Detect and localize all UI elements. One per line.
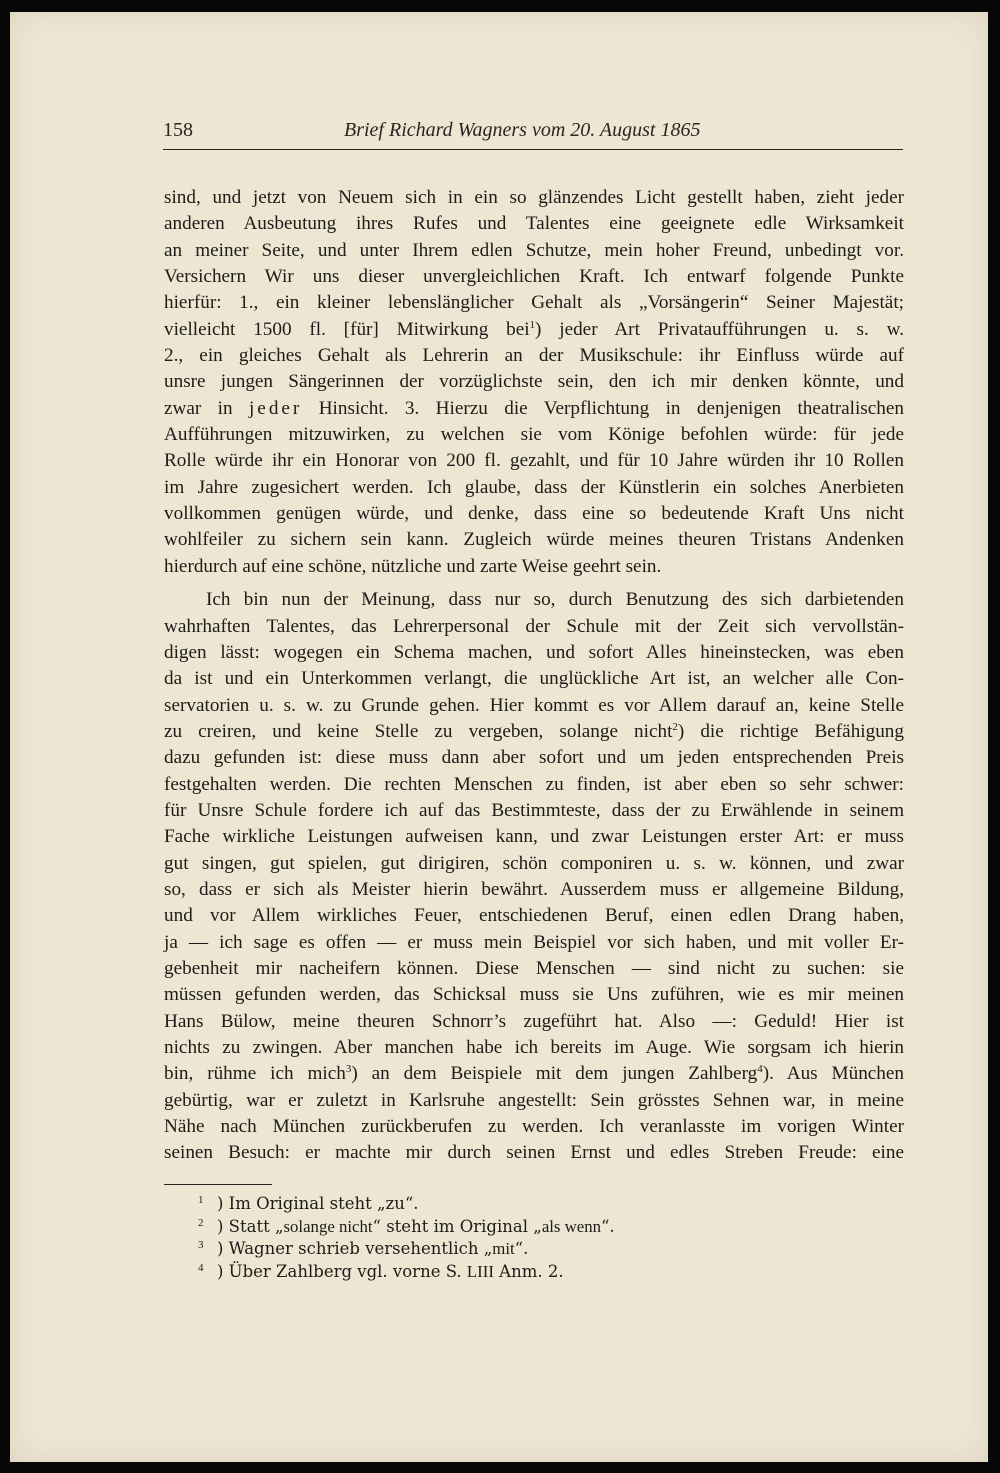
line-text: ) jeder Art Privataufführungen u. s. w. xyxy=(535,318,904,340)
page-number: 158 xyxy=(163,119,193,141)
page-header xyxy=(163,115,903,150)
footnote-text: Anm. 2. xyxy=(493,1261,564,1281)
text-line xyxy=(164,719,904,745)
roman-numeral-reference: LIII xyxy=(466,1261,494,1281)
line-text: zwar in xyxy=(164,397,249,419)
text-line: vollkommen genügen würde, und denke, dass eine so bedeutende Kraft Uns nicht xyxy=(164,503,904,525)
footnote-3 xyxy=(198,1234,615,1257)
footnotes xyxy=(198,1189,615,1279)
footnote-divider xyxy=(164,1184,272,1185)
text-line: servatorien u. s. w. zu Grunde gehen. Hier kommt es vor Allem darauf an, keine Stelle xyxy=(164,694,904,716)
footnote-reference: 4 xyxy=(757,1063,763,1076)
letter-body xyxy=(164,185,904,1167)
text-line: seinen Besuch: er machte mir durch seinen Ernst und edles Streben Freude: eine xyxy=(164,1142,904,1164)
text-line: Hans Bülow, meine theuren Schnorr’s zugeführt hat. Also —: Geduld! Hier ist xyxy=(164,1010,904,1032)
text-line xyxy=(164,317,904,343)
text-line: nichts zu zwingen. Aber manchen habe ich bereits im Auge. Wie sorgsam ich hierin xyxy=(164,1037,904,1058)
text-line: hierfür: 1., ein kleiner lebenslänglicher Gehalt als „Vorsängerin“ Seiner Majestät; xyxy=(164,292,904,314)
text-line: sind, und jetzt von Neuem sich in ein so glänzendes Licht gestellt haben, zieht jeder xyxy=(164,187,904,208)
footnote-text: “. xyxy=(514,1239,529,1259)
paragraph-2 xyxy=(164,587,904,1167)
text-line: wohlfeiler zu sichern sein kann. Zugleich würde meines theuren Tristans Andenken xyxy=(164,529,904,551)
footnote-4 xyxy=(198,1257,615,1280)
text-line: ja — ich sage es offen — er muss mein Beispiel vor sich haben, und mit voller Er- xyxy=(164,931,904,953)
footnote-text: ) Statt „ xyxy=(217,1216,284,1236)
text-line: Nähe nach München zurückberufen zu werden. Ich veranlasste im vorigen Winter xyxy=(164,1116,904,1138)
footnote-reference: 2 xyxy=(672,720,678,733)
text-line: gut singen, gut spielen, gut dirigiren, schön componiren u. s. w. können, und zwar xyxy=(164,852,904,874)
footnote-text: ) Über Zahlberg vgl. vorne S. xyxy=(217,1261,467,1281)
text-line: gebürtig, war er zuletzt in Karlsruhe angestellt: Sein grösstes Sehnen war, in meine xyxy=(164,1089,904,1111)
line-text: ) die richtige Befähigung xyxy=(677,720,904,742)
text-line: Versichern Wir uns dieser unvergleichlichen Kraft. Ich entwarf folgende Punkte xyxy=(164,266,904,288)
book-page xyxy=(10,12,988,1462)
text-line: festgehalten werden. Die rechten Menschen zu finden, ist aber eben so sehr schwer: xyxy=(164,773,904,795)
text-line: dazu gefunden ist: diese muss dann aber sofort und um jeden entsprechenden Preis xyxy=(164,747,904,769)
line-text: zu creiren, und keine Stelle zu vergeben, solange nicht xyxy=(164,720,673,742)
footnote-1 xyxy=(198,1189,615,1212)
text-line: da ist und ein Unterkommen verlangt, die unglückliche Art ist, an welcher alle Con- xyxy=(164,668,904,690)
text-line xyxy=(164,1061,904,1087)
footnote-reference: 1 xyxy=(529,318,536,331)
quoted-word: mit xyxy=(492,1239,515,1259)
text-line: Aufführungen mitzuwirken, zu welchen sie vom Könige befohlen würde: für jede xyxy=(164,424,904,446)
text-line: an meiner Seite, und unter Ihrem edlen Schutze, mein hoher Freund, unbedingt vor. xyxy=(164,239,904,261)
running-head: Brief Richard Wagners vom 20. August 1865 xyxy=(344,119,701,141)
text-line: gebenheit mir nacheifern können. Diese Menschen — sind nicht zu suchen: sie xyxy=(164,957,904,979)
footnote-2 xyxy=(198,1212,615,1235)
quoted-phrase: solange nicht xyxy=(283,1216,373,1236)
text-line xyxy=(164,587,904,613)
text-line: anderen Ausbeutung ihres Rufes und Talentes eine geeignete edle Wirksamkeit xyxy=(164,213,904,235)
footnote-number: 1 xyxy=(198,1194,204,1206)
text-line: unsre jungen Sängerinnen der vorzüglichste sein, den ich mir denken könnte, und xyxy=(164,371,904,393)
line-text: bin, rühme ich mich xyxy=(164,1063,346,1085)
footnote-number: 4 xyxy=(198,1261,204,1274)
footnote-text: “ steht im Original „ xyxy=(372,1216,542,1236)
line-text: ) an dem Beispiele mit dem jungen Zahlberg xyxy=(351,1063,758,1085)
text-line: Rolle würde ihr ein Honorar von 200 fl. gezahlt, und für 10 Jahre würden ihr 10 Rollen xyxy=(164,450,904,472)
text-line: müssen gefunden werden, das Schicksal muss sie Uns zuführen, wie es mir meinen xyxy=(164,984,904,1006)
footnote-number: 2 xyxy=(198,1216,204,1229)
footnote-text: ) Im Original steht „zu“. xyxy=(217,1194,419,1213)
text-line: Fache wirkliche Leistungen aufweisen kann, und zwar Leistungen erster Art: er muss xyxy=(164,826,904,848)
text-line: hierdurch auf eine schöne, nützliche und zarte Weise geehrt sein. xyxy=(164,555,662,577)
text-line: 2., ein gleiches Gehalt als Lehrerin an der Musikschule: ihr Einfluss würde auf xyxy=(164,345,904,367)
text-line: für Unsre Schule fordere ich auf das Bestimmteste, dass der zu Erwählende in seinem xyxy=(164,799,904,821)
footnote-reference: 3 xyxy=(345,1063,352,1076)
quoted-phrase: als wenn xyxy=(541,1216,601,1236)
emphasized-word: jeder xyxy=(248,397,303,419)
text-line: wahrhaften Talentes, das Lehrerpersonal der Schule mit der Zeit sich vervollstän- xyxy=(164,615,904,637)
footnote-text: ) Wagner schrieb versehentlich „ xyxy=(217,1239,493,1259)
line-text: vielleicht 1500 fl. [für] Mitwirkung bei xyxy=(164,318,530,340)
footnote-number: 3 xyxy=(198,1239,204,1252)
text-line xyxy=(164,396,904,422)
line-text: Ich bin nun der Meinung, dass nur so, durch Benutzung des sich darbietenden xyxy=(206,589,904,611)
footnote-text: “. xyxy=(601,1216,615,1236)
line-text: Hinsicht. 3. Hierzu die Verpflichtung in denjenigen theatralischen xyxy=(302,397,904,419)
paragraph-1 xyxy=(164,185,904,580)
line-text: ). Aus München xyxy=(762,1063,905,1085)
paragraph-gap xyxy=(164,580,904,587)
text-line: so, dass er sich als Meister hierin bewährt. Ausserdem muss er allgemeine Bildung, xyxy=(164,878,904,900)
text-line: im Jahre zugesichert werden. Ich glaube, dass der Künstlerin ein solches Anerbieten xyxy=(164,476,904,498)
text-line: digen lässt: wogegen ein Schema machen, und sofort Alles hineinstecken, was eben xyxy=(164,641,904,663)
text-line: und vor Allem wirkliches Feuer, entschiedenen Beruf, einen edlen Drang haben, xyxy=(164,905,904,927)
